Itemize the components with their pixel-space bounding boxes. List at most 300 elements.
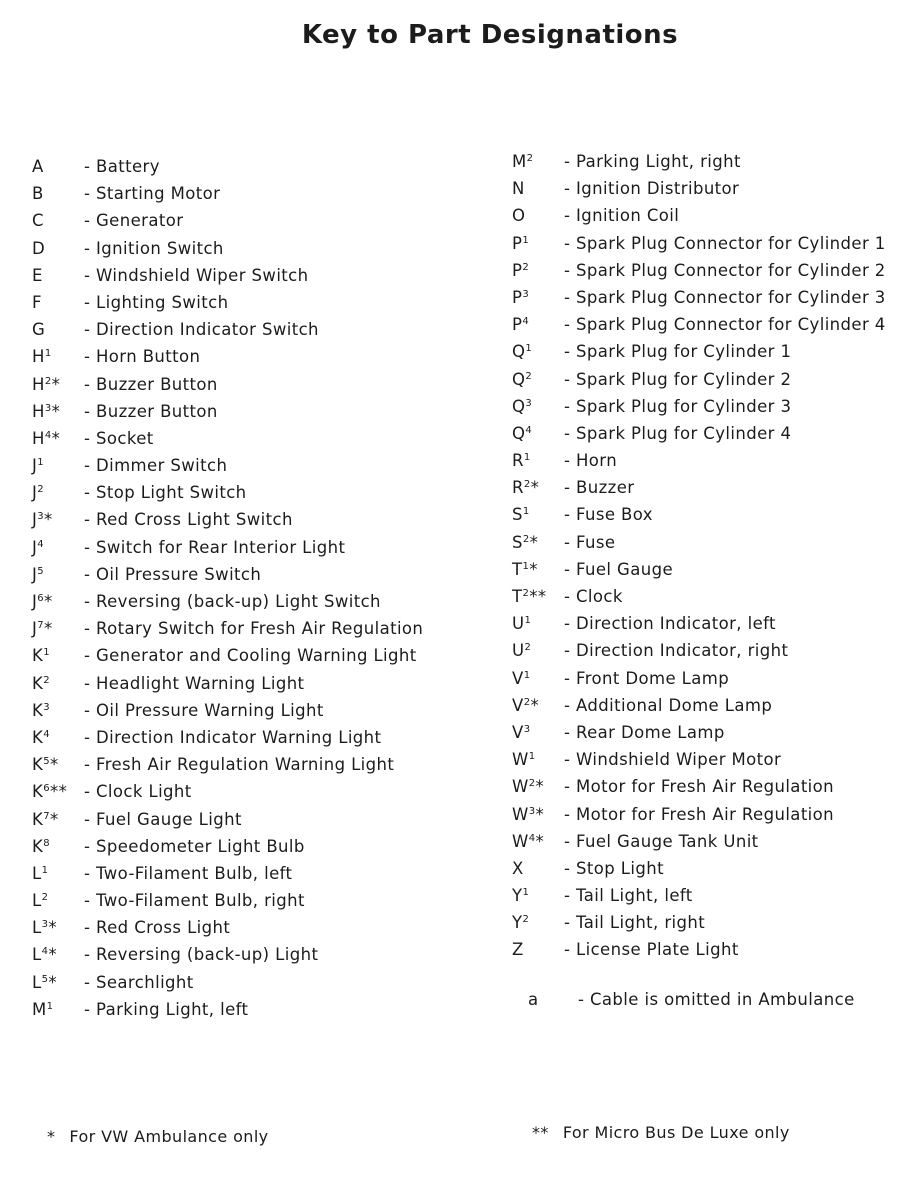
designation-row — [32, 887, 423, 914]
part-number: 4 — [522, 316, 530, 328]
part-letter: L — [32, 891, 42, 911]
footnote-text: For Micro Bus De Luxe only — [562, 1123, 790, 1142]
footnote-marker: * — [51, 401, 61, 421]
part-code — [512, 855, 564, 882]
part-number: 5 — [37, 565, 45, 577]
designation-row — [32, 371, 423, 398]
part-code — [512, 746, 564, 776]
designation-row — [512, 773, 886, 800]
part-code — [512, 257, 564, 287]
part-description: - Buzzer — [564, 478, 635, 498]
part-code — [512, 148, 564, 178]
part-letter: J — [32, 456, 38, 476]
part-description: - Fuse — [564, 532, 616, 552]
part-code — [32, 751, 84, 781]
footnote-marker: * — [529, 532, 539, 552]
part-letter: Q — [512, 396, 526, 416]
part-description: - Tail Light, left — [564, 886, 693, 906]
part-number: 6 — [37, 593, 45, 604]
part-number: 5 — [43, 756, 50, 768]
part-code — [32, 642, 84, 672]
part-number: 4 — [41, 946, 49, 958]
footnote-marker: * — [50, 755, 59, 775]
part-number: 7 — [43, 810, 50, 822]
part-code — [32, 996, 84, 1026]
part-description: - Motor for Fresh Air Regulation — [564, 777, 835, 797]
part-letter: S — [512, 532, 523, 552]
part-description: - Spark Plug Connector for Cylinder 1 — [564, 233, 886, 253]
part-number: 2 — [522, 261, 530, 273]
designation-row — [512, 665, 886, 692]
part-letter: L — [32, 863, 42, 883]
part-code — [32, 398, 84, 428]
part-description: - Direction Indicator, left — [564, 614, 776, 634]
part-code — [32, 316, 84, 343]
part-code — [32, 207, 84, 234]
designation-row — [512, 828, 886, 855]
part-code — [32, 153, 84, 180]
designation-row — [512, 583, 886, 610]
designation-list-left — [32, 153, 423, 1023]
designation-row — [32, 506, 423, 533]
footnote-marker: * — [51, 374, 61, 394]
part-description: - Front Dome Lamp — [564, 668, 730, 688]
part-description: - Lighting Switch — [84, 292, 229, 312]
designation-row — [512, 801, 886, 828]
designation-row — [512, 311, 886, 338]
part-number: 4 — [44, 429, 52, 441]
designation-row — [32, 343, 423, 370]
part-code — [32, 452, 84, 482]
designation-row — [512, 501, 886, 528]
part-code — [32, 724, 84, 754]
part-code — [512, 474, 564, 504]
part-description: - Direction Indicator Warning Light — [84, 727, 382, 747]
part-number: 3 — [37, 511, 45, 523]
part-code — [512, 882, 564, 912]
part-description: - Fuel Gauge — [564, 559, 674, 579]
part-code — [512, 420, 564, 450]
designation-row — [32, 534, 423, 561]
part-letter: S — [512, 505, 523, 525]
part-description: - Reversing (back-up) Light — [84, 945, 319, 965]
footnote-micro-bus — [532, 1123, 790, 1142]
part-description: - Ignition Distributor — [564, 179, 740, 199]
part-description: - Two-Filament Bulb, left — [84, 863, 293, 883]
designation-row — [512, 692, 886, 719]
part-code — [32, 506, 84, 536]
footnote-mark: ** — [532, 1123, 549, 1142]
part-number: 1 — [43, 647, 50, 659]
part-code — [32, 860, 84, 890]
designation-row — [512, 202, 886, 229]
part-code — [512, 583, 564, 613]
part-number: 3 — [522, 288, 530, 300]
part-description: - Generator and Cooling Warning Light — [84, 646, 417, 666]
designation-row — [512, 746, 886, 773]
designation-row — [32, 914, 423, 941]
designation-row — [32, 969, 423, 996]
designation-row — [32, 833, 423, 860]
part-description: - Horn — [564, 451, 618, 471]
part-number: 1 — [44, 348, 52, 360]
part-code — [32, 180, 84, 207]
part-letter: H — [32, 347, 45, 367]
part-letter: L — [32, 918, 42, 938]
footnote-marker: * — [530, 478, 540, 498]
part-description: - Oil Pressure Warning Light — [84, 700, 324, 720]
part-description: - Two-Filament Bulb, right — [84, 891, 305, 911]
footnote-marker: * — [529, 559, 538, 579]
part-code — [32, 969, 84, 999]
part-code — [32, 235, 84, 262]
part-description: - Spark Plug for Cylinder 1 — [564, 342, 792, 362]
designation-row — [512, 556, 886, 583]
part-number: 2 — [522, 533, 530, 545]
part-description: - Rotary Switch for Fresh Air Regulation — [84, 619, 424, 639]
part-number: 2 — [524, 642, 532, 654]
part-number: 1 — [522, 234, 530, 246]
designation-row — [512, 529, 886, 556]
part-letter: R — [512, 478, 524, 498]
designation-row — [512, 420, 886, 447]
part-description: - Red Cross Light Switch — [84, 510, 293, 530]
part-letter: W — [512, 777, 529, 797]
part-letter: N — [512, 179, 525, 199]
part-description: - Direction Indicator, right — [564, 641, 789, 661]
part-description: - Generator — [84, 211, 184, 231]
part-code — [512, 175, 564, 202]
part-letter: K — [32, 673, 44, 693]
part-letter: K — [32, 700, 44, 720]
part-description: - Buzzer Button — [84, 374, 218, 394]
part-code — [32, 588, 84, 618]
part-number: 3 — [525, 397, 533, 409]
designation-row — [512, 148, 886, 175]
part-letter: H — [32, 401, 45, 421]
part-letter: M — [32, 999, 47, 1019]
part-letter: H — [32, 374, 45, 394]
footnote-marker: * — [44, 510, 53, 530]
footnote-marker: * — [44, 592, 53, 611]
part-letter: Q — [512, 423, 526, 443]
part-code — [512, 610, 564, 640]
part-code — [512, 230, 564, 260]
part-letter: U — [512, 614, 525, 634]
footnote-marker: * — [44, 619, 53, 639]
part-code — [512, 773, 564, 803]
part-number: 1 — [525, 343, 533, 355]
part-letter: R — [512, 451, 524, 471]
designation-row — [32, 235, 423, 262]
part-number: 2 — [44, 375, 52, 387]
part-letter: F — [32, 292, 42, 312]
part-letter: Y — [512, 913, 523, 933]
part-letter: Z — [512, 940, 524, 960]
part-letter: V — [512, 695, 524, 715]
part-description: - License Plate Light — [564, 940, 739, 960]
part-description: - Battery — [84, 157, 160, 176]
designation-row — [512, 366, 886, 393]
part-code — [512, 393, 564, 423]
part-letter: V — [512, 668, 524, 688]
part-letter: L — [32, 945, 42, 965]
footnote-marker: * — [535, 777, 545, 797]
designation-row — [512, 474, 886, 501]
designation-row — [32, 996, 423, 1023]
part-description: - Fresh Air Regulation Warning Light — [84, 755, 395, 775]
footnote-marker: * — [48, 972, 58, 992]
designation-row — [32, 697, 423, 724]
part-letter: K — [32, 755, 44, 775]
part-letter: J — [32, 619, 38, 639]
part-code — [32, 343, 84, 373]
designation-row — [512, 719, 886, 746]
part-number: 3 — [528, 805, 536, 817]
part-code — [32, 371, 84, 401]
designation-row — [512, 637, 886, 664]
part-description: - Spark Plug Connector for Cylinder 4 — [564, 315, 886, 335]
part-letter: Q — [512, 369, 526, 389]
designation-row — [32, 479, 423, 506]
note-description: - Cable is omitted in Ambulance — [578, 990, 855, 1009]
part-description: - Parking Light, right — [564, 152, 741, 171]
part-code — [32, 479, 84, 509]
designation-row — [512, 230, 886, 257]
designation-row — [512, 338, 886, 365]
part-number: 2 — [523, 479, 531, 491]
part-code — [512, 447, 564, 477]
part-number: 2 — [41, 892, 49, 904]
part-number: 1 — [523, 669, 531, 681]
designation-row — [32, 316, 423, 343]
part-description: - Speedometer Light Bulb — [84, 836, 305, 856]
part-code — [32, 941, 84, 971]
part-description: - Horn Button — [84, 347, 201, 367]
part-code — [512, 284, 564, 314]
designation-list-right — [512, 148, 886, 964]
part-letter: K — [32, 809, 44, 829]
part-letter: K — [32, 782, 44, 802]
part-description: - Fuse Box — [564, 505, 653, 525]
designation-row — [32, 153, 423, 180]
designation-row — [32, 561, 423, 588]
part-number: 1 — [522, 506, 530, 518]
designation-row — [32, 778, 423, 805]
part-description: - Clock — [564, 587, 623, 606]
part-number: 3 — [523, 723, 531, 735]
part-code — [32, 561, 84, 591]
designation-row — [32, 615, 423, 642]
part-number: 2 — [37, 484, 45, 496]
part-code — [512, 665, 564, 695]
designation-row — [512, 909, 886, 936]
part-number: 3 — [43, 701, 50, 713]
part-description: - Searchlight — [84, 972, 194, 992]
part-letter: P — [512, 260, 523, 280]
designation-row — [512, 447, 886, 474]
part-letter: K — [32, 646, 44, 666]
footnote-marker: * — [535, 804, 545, 824]
part-letter: J — [32, 537, 38, 557]
part-letter: K — [32, 727, 44, 747]
part-description: - Additional Dome Lamp — [564, 695, 773, 715]
part-number: 3 — [41, 919, 49, 931]
part-number: 1 — [528, 751, 536, 763]
designation-row — [32, 588, 423, 615]
part-letter: J — [32, 510, 38, 530]
designation-row — [32, 289, 423, 316]
part-letter: T — [512, 587, 523, 606]
part-code — [512, 338, 564, 368]
part-code — [32, 262, 84, 289]
part-description: - Spark Plug Connector for Cylinder 2 — [564, 260, 886, 280]
part-letter: O — [512, 206, 526, 226]
part-number: 6 — [43, 783, 50, 795]
part-code — [512, 692, 564, 722]
page-title: Key to Part Designations — [301, 20, 679, 50]
part-letter: E — [32, 265, 43, 285]
part-number: 2 — [522, 914, 530, 926]
part-code — [32, 697, 84, 727]
footnote-marker: * — [530, 695, 540, 715]
part-description: - Windshield Wiper Switch — [84, 265, 309, 285]
part-letter: B — [32, 184, 44, 204]
designation-row — [32, 670, 423, 697]
part-description: - Clock Light — [84, 782, 192, 802]
part-letter: W — [512, 804, 529, 824]
footnote-mark: * — [47, 1127, 56, 1146]
footnote-marker: * — [48, 918, 58, 938]
part-code — [32, 806, 84, 836]
part-description: - Spark Plug for Cylinder 4 — [564, 423, 792, 443]
part-number: 3 — [44, 402, 52, 414]
part-description: - Stop Light Switch — [84, 483, 247, 503]
part-number: 2 — [522, 588, 530, 599]
part-number: 2 — [525, 370, 533, 382]
part-letter: K — [32, 836, 44, 856]
designation-row — [512, 882, 886, 909]
part-code — [512, 719, 564, 749]
designation-row — [32, 724, 423, 751]
part-description: - Fuel Gauge Tank Unit — [564, 831, 759, 851]
part-code — [512, 202, 564, 229]
part-letter: P — [512, 315, 523, 335]
part-description: - Reversing (back-up) Light Switch — [84, 592, 381, 611]
part-code — [32, 534, 84, 564]
part-description: - Red Cross Light — [84, 918, 231, 938]
part-letter: P — [512, 287, 523, 307]
part-letter: C — [32, 211, 44, 231]
designation-row — [32, 860, 423, 887]
part-number: 1 — [523, 452, 531, 464]
part-code — [32, 887, 84, 917]
designation-row — [32, 941, 423, 968]
part-number: 1 — [524, 615, 532, 627]
part-description: - Buzzer Button — [84, 401, 218, 421]
part-letter: G — [32, 320, 46, 340]
part-number: 2 — [526, 153, 534, 164]
part-description: - Spark Plug for Cylinder 3 — [564, 396, 792, 416]
cable-note — [528, 990, 855, 1009]
footnote-marker: * — [535, 831, 545, 851]
part-number: 4 — [528, 832, 536, 844]
part-description: - Direction Indicator Switch — [84, 320, 319, 340]
part-letter: D — [32, 238, 46, 258]
designation-row — [512, 175, 886, 202]
part-number: 4 — [43, 728, 50, 740]
part-code — [512, 637, 564, 667]
part-description: - Stop Light — [564, 858, 664, 878]
part-description: - Oil Pressure Switch — [84, 564, 262, 584]
part-letter: M — [512, 152, 527, 171]
part-code — [512, 801, 564, 831]
designation-row — [32, 452, 423, 479]
designation-row — [32, 398, 423, 425]
part-code — [512, 366, 564, 396]
designation-row — [32, 806, 423, 833]
footnote-text: For VW Ambulance only — [69, 1127, 269, 1146]
part-description: - Dimmer Switch — [84, 456, 228, 476]
part-code — [512, 311, 564, 341]
footnote-marker: * — [48, 945, 58, 965]
designation-row — [512, 257, 886, 284]
designation-row — [32, 642, 423, 669]
part-number: 1 — [37, 457, 45, 469]
part-description: - Spark Plug Connector for Cylinder 3 — [564, 287, 886, 307]
part-code — [512, 936, 564, 963]
part-letter: T — [512, 559, 523, 579]
part-letter: Q — [512, 342, 526, 362]
part-letter: U — [512, 641, 525, 661]
designation-row — [32, 262, 423, 289]
part-description: - Windshield Wiper Motor — [564, 750, 782, 770]
footnote-ambulance — [47, 1127, 269, 1146]
footnote-marker: ** — [50, 782, 68, 802]
designation-row — [512, 610, 886, 637]
designation-row — [32, 425, 423, 452]
part-description: - Spark Plug for Cylinder 2 — [564, 369, 792, 389]
part-code — [32, 914, 84, 944]
designation-row — [32, 180, 423, 207]
part-code — [32, 833, 84, 863]
part-description: - Rear Dome Lamp — [564, 722, 725, 742]
part-number: 1 — [522, 887, 530, 899]
part-code — [32, 289, 84, 316]
part-code — [32, 670, 84, 700]
designation-row — [32, 751, 423, 778]
part-number: 8 — [43, 837, 50, 849]
part-letter: P — [512, 233, 523, 253]
designation-row — [512, 284, 886, 311]
part-description: - Parking Light, left — [84, 999, 249, 1019]
part-number: 4 — [37, 538, 45, 550]
part-letter: H — [32, 428, 45, 448]
part-description: - Motor for Fresh Air Regulation — [564, 804, 835, 824]
part-code — [512, 529, 564, 559]
part-code — [512, 828, 564, 858]
part-number: 1 — [41, 864, 49, 876]
part-letter: W — [512, 831, 529, 851]
part-letter: J — [32, 592, 38, 611]
part-letter: Y — [512, 886, 523, 906]
part-letter: V — [512, 722, 524, 742]
part-number: 7 — [37, 620, 45, 632]
designation-row — [32, 207, 423, 234]
designation-row — [512, 393, 886, 420]
part-letter: J — [32, 483, 38, 503]
part-code — [512, 556, 564, 586]
